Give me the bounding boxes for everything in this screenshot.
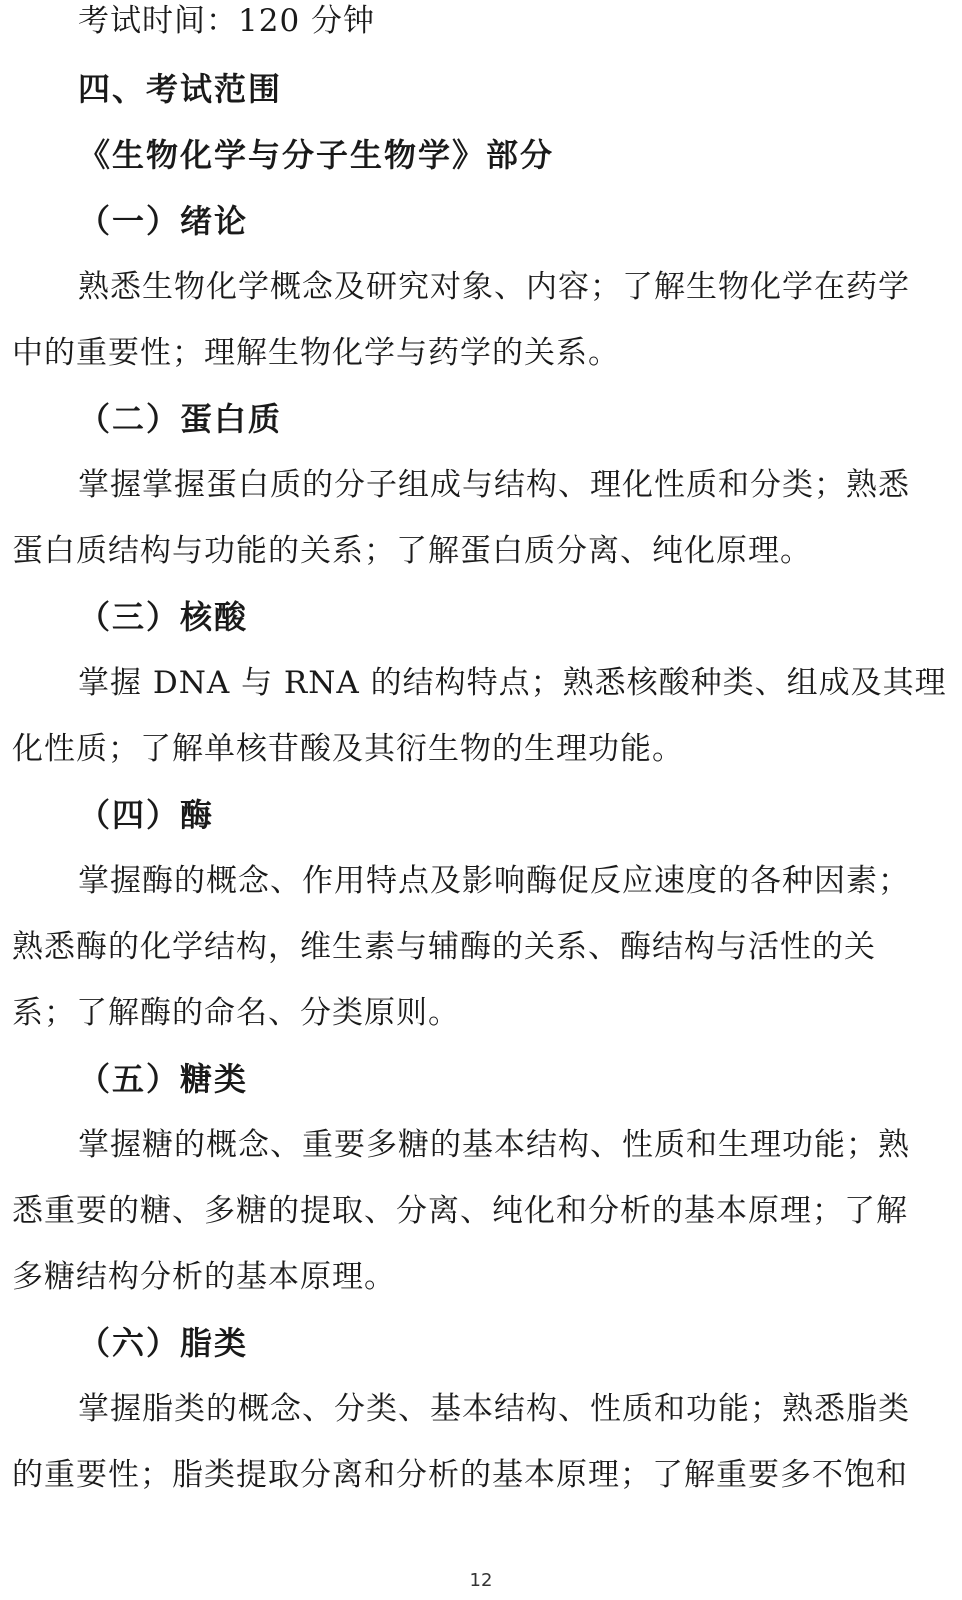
section-heading-scope: 四、考试范围 [78, 70, 283, 108]
nucleic-acid-line-2: 化性质；了解单核苷酸及其衍生物的生理功能。 [12, 731, 684, 767]
lipid-line-2: 的重要性；脂类提取分离和分析的基本原理；了解重要多不饱和 [12, 1457, 908, 1493]
intro-line-2: 中的重要性；理解生物化学与药学的关系。 [12, 335, 620, 371]
exam-time-line: 考试时间：120 分钟 [78, 3, 376, 39]
protein-line-2: 蛋白质结构与功能的关系；了解蛋白质分离、纯化原理。 [12, 533, 812, 569]
heading-lipid: （六）脂类 [78, 1324, 249, 1362]
carbohydrate-line-3: 多糖结构分析的基本原理。 [12, 1259, 396, 1295]
heading-intro: （一）绪论 [78, 202, 249, 240]
enzyme-line-2: 熟悉酶的化学结构，维生素与辅酶的关系、酶结构与活性的关 [12, 929, 876, 965]
carbohydrate-line-2: 悉重要的糖、多糖的提取、分离、纯化和分析的基本原理；了解 [12, 1193, 908, 1229]
heading-enzyme: （四）酶 [78, 796, 215, 834]
carbohydrate-line-1: 掌握糖的概念、重要多糖的基本结构、性质和生理功能；熟 [78, 1127, 910, 1163]
enzyme-line-1: 掌握酶的概念、作用特点及影响酶促反应速度的各种因素； [78, 863, 910, 899]
heading-protein: （二）蛋白质 [78, 400, 283, 438]
enzyme-line-3: 系；了解酶的命名、分类原则。 [12, 995, 460, 1031]
page-number: 12 [469, 1570, 493, 1591]
lipid-line-1: 掌握脂类的概念、分类、基本结构、性质和功能；熟悉脂类 [78, 1391, 910, 1427]
heading-carbohydrate: （五）糖类 [78, 1060, 249, 1098]
heading-nucleic-acid: （三）核酸 [78, 598, 249, 636]
intro-line-1: 熟悉生物化学概念及研究对象、内容；了解生物化学在药学 [78, 269, 910, 305]
protein-line-1: 掌握掌握蛋白质的分子组成与结构、理化性质和分类；熟悉 [78, 467, 910, 503]
nucleic-acid-line-1: 掌握 DNA 与 RNA 的结构特点；熟悉核酸种类、组成及其理 [78, 665, 947, 701]
part-title: 《生物化学与分子生物学》部分 [78, 136, 555, 174]
